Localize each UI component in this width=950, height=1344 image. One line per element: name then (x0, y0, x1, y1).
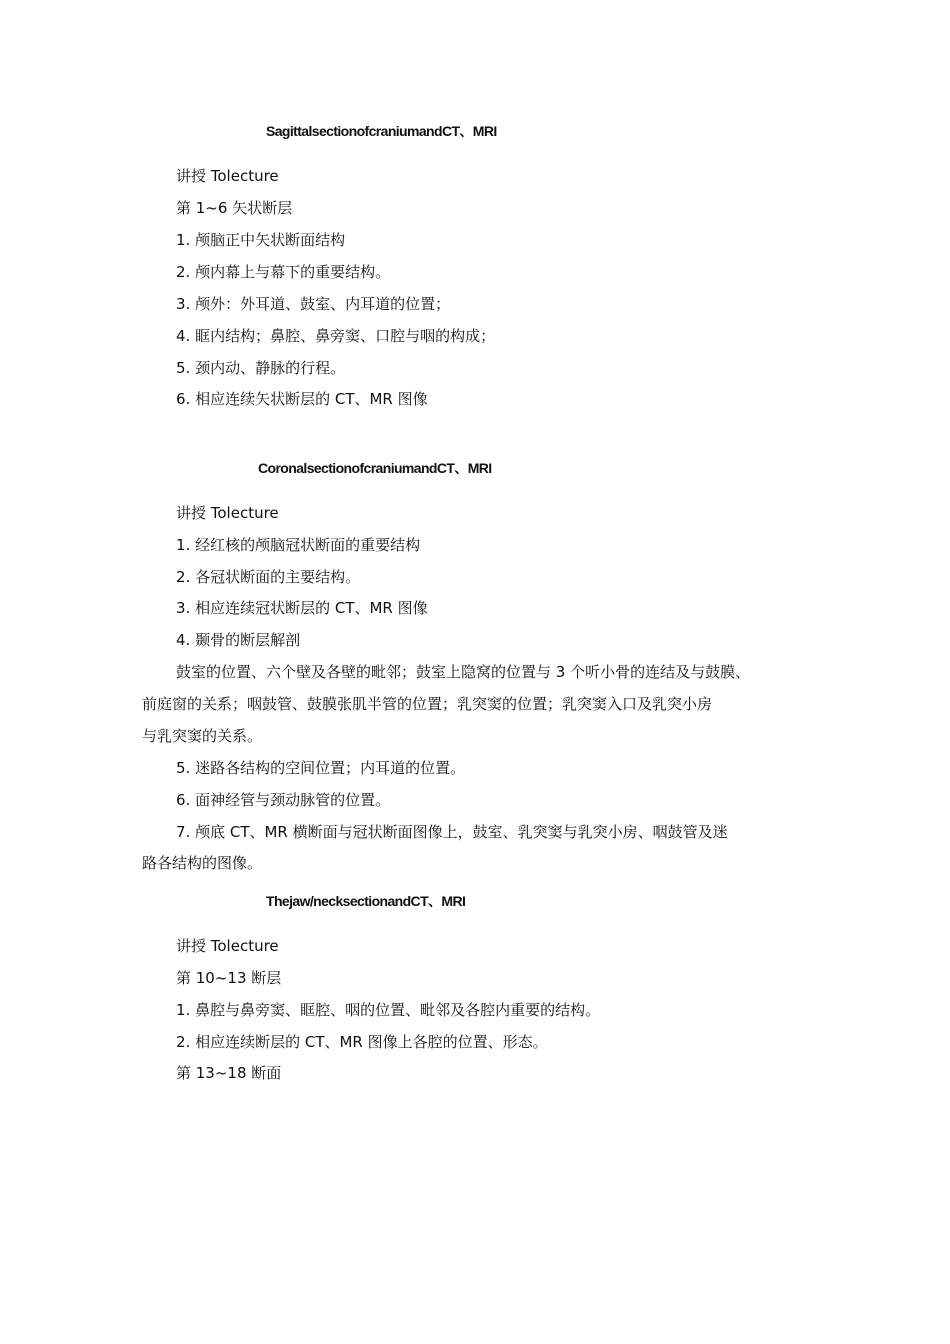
list-item: 3. 颅外：外耳道、鼓室、内耳道的位置； (176, 295, 451, 313)
lecture-label: 讲授 Tolecture (176, 937, 279, 955)
list-item: 1. 颅脑正中矢状断面结构 (176, 231, 346, 249)
paragraph-line: 与乳突窦的关系。 (142, 727, 263, 745)
lecture-label: 讲授 Tolecture (176, 167, 279, 185)
list-item: 7. 颅底 CT、MR 横断面与冠状断面图像上，鼓室、乳突窦与乳突小房、咽鼓管及迷 (176, 823, 728, 841)
list-item: 6. 面神经管与颈动脉管的位置。 (176, 791, 391, 809)
section-heading-jaw-neck: Thejaw/necksectionandCT、MRI (266, 893, 466, 909)
list-item: 1. 鼻腔与鼻旁窦、眶腔、咽的位置、毗邻及各腔内重要的结构。 (176, 1001, 601, 1019)
list-item: 5. 迷路各结构的空间位置；内耳道的位置。 (176, 759, 466, 777)
paragraph-line: 前庭窗的关系；咽鼓管、鼓膜张肌半管的位置；乳突窦的位置；乳突窦入口及乳突小房 (142, 695, 713, 713)
section-heading-sagittal: SagittalsectionofcraniumandCT、MRI (266, 123, 497, 139)
list-item: 2. 颅内幕上与幕下的重要结构。 (176, 263, 391, 281)
section-range: 第 1~6 矢状断层 (176, 199, 293, 217)
section-range: 第 13~18 断面 (176, 1064, 282, 1082)
list-item: 2. 各冠状断面的主要结构。 (176, 568, 361, 586)
list-item: 6. 相应连续矢状断层的 CT、MR 图像 (176, 390, 428, 408)
section-heading-coronal: CoronalsectionofcraniumandCT、MRI (258, 460, 492, 476)
list-item: 1. 经红核的颅脑冠状断面的重要结构 (176, 536, 421, 554)
list-item-continuation: 路各结构的图像。 (142, 854, 263, 872)
list-item: 3. 相应连续冠状断层的 CT、MR 图像 (176, 599, 428, 617)
list-item: 4. 眶内结构；鼻腔、鼻旁窦、口腔与咽的构成； (176, 327, 496, 345)
lecture-label: 讲授 Tolecture (176, 504, 279, 522)
list-item: 5. 颈内动、静脉的行程。 (176, 359, 346, 377)
paragraph-line: 鼓室的位置、六个壁及各壁的毗邻；鼓室上隐窝的位置与 3 个听小骨的连结及与鼓膜、 (176, 663, 751, 681)
list-item: 2. 相应连续断层的 CT、MR 图像上各腔的位置、形态。 (176, 1033, 548, 1051)
section-range: 第 10~13 断层 (176, 969, 282, 987)
list-item: 4. 颞骨的断层解剖 (176, 631, 301, 649)
